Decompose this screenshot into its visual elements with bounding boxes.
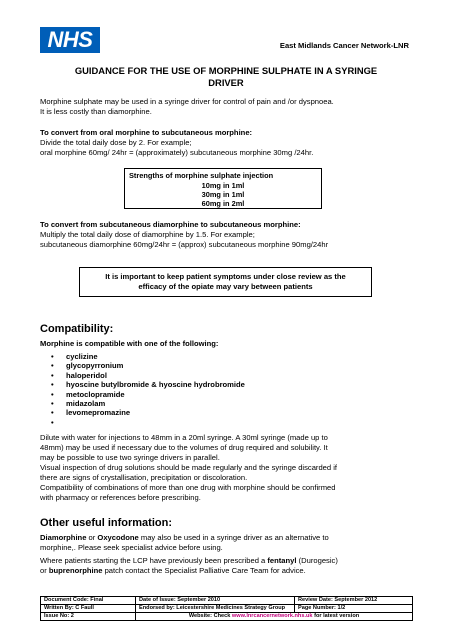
endorsed-by: Endorsed by: Leicestershire Medicines Strategy Group <box>136 605 295 613</box>
other-para-1-line-1 <box>40 533 412 543</box>
dilution-line-1: Dilute with water for injections to 48mm in a 20ml syringe. A 30ml syringe (made up to <box>40 433 328 442</box>
written-by: Written By: C Faull <box>41 605 136 613</box>
review-date: Review Date: September 2012 <box>295 597 413 605</box>
website-suffix: for latest version <box>312 613 360 619</box>
issue-no: Issue No: 2 <box>41 613 136 621</box>
strengths-heading: Strengths of morphine sulphate injection <box>129 171 274 180</box>
text-span: or <box>40 566 49 575</box>
page-title <box>40 65 412 89</box>
text-span: may also be used in a syringe driver as an alternative to <box>138 533 329 542</box>
compatibility-intro: Morphine is compatible with one of the following: <box>40 339 219 348</box>
list-item <box>40 380 245 389</box>
intro-line-1: Morphine sulphate may be used in a syringe driver for control of pain and /or dyspnoea. <box>40 97 334 106</box>
list-item <box>40 390 245 399</box>
strength-item: 10mg in 1ml <box>201 181 245 190</box>
bullet-icon: • <box>51 361 54 371</box>
strengths-box <box>124 168 322 209</box>
drug-name: Oxycodone <box>97 533 139 542</box>
intro-line-2: It is less costly than diamorphine. <box>40 107 152 116</box>
bullet-icon: • <box>51 380 54 390</box>
diamorphine-line-2: subcutaneous diamorphine 60mg/24hr = (approx) subcutaneous morphine 90mg/24hr <box>40 240 329 249</box>
title-line-1: GUIDANCE FOR THE USE OF MORPHINE SULPHATE IN A SYRINGE <box>74 65 378 76</box>
page-number: Page Number: 1/2 <box>295 605 413 613</box>
document-footer <box>40 596 413 621</box>
combination-line-1: Compatibility of combinations of more than one drug with morphine should be confirmed <box>40 483 336 492</box>
website-label: Website: Check <box>188 613 232 619</box>
network-name: East Midlands Cancer Network-LNR <box>279 41 409 50</box>
drug-name: metoclopramide <box>66 389 125 399</box>
drug-name: haloperidol <box>66 370 107 380</box>
bullet-icon: • <box>51 352 54 361</box>
drug-list <box>40 352 245 427</box>
list-item <box>40 361 245 370</box>
other-para-2-line-2 <box>40 566 412 576</box>
doc-code: Document Code: Final <box>41 597 136 605</box>
text-span: or <box>86 533 98 542</box>
other-para-2-line-1 <box>40 556 412 566</box>
diamorphine-line-1: Multiply the total daily dose of diamorphine by 1.5. For example; <box>40 230 255 239</box>
list-item <box>40 352 245 361</box>
text-span: (Durogesic) <box>296 556 338 565</box>
bullet-icon: • <box>51 408 54 418</box>
strength-item: 60mg in 2ml <box>201 199 245 208</box>
warning-line-1: It is important to keep patient symptoms under close review as the <box>105 272 346 281</box>
oral-heading: To convert from oral morphine to subcutaneous morphine: <box>40 128 253 137</box>
text-span: Where patients starting the LCP have previously been prescribed a <box>40 556 268 565</box>
drug-name: glycopyrronium <box>66 361 124 371</box>
combination-line-2: with pharmacy or references before prescribing. <box>40 493 201 502</box>
drug-name: midazolam <box>66 398 106 408</box>
website-cell <box>136 613 413 621</box>
drug-name: cyclizine <box>66 352 98 361</box>
website-link[interactable]: www.lnrcancernetwork.nhs.uk <box>231 613 313 619</box>
drug-name: levomepromazine <box>66 408 131 418</box>
list-item <box>40 371 245 380</box>
bullet-icon: • <box>51 398 54 408</box>
date-of-issue: Date of Issue: September 2010 <box>136 597 295 605</box>
compatibility-heading: Compatibility: <box>40 323 114 335</box>
drug-name: buprenorphine <box>48 566 103 575</box>
nhs-logo: NHS <box>40 27 100 53</box>
inspection-line-2: there are signs of crystallisation, precipitation or discoloration. <box>40 473 248 482</box>
list-item <box>40 399 245 408</box>
oral-line-2: oral morphine 60mg/ 24hr = (approximately) subcutaneous morphine 30mg /24hr. <box>40 148 314 157</box>
text-span: patch contact the Specialist Palliative Care Team for advice. <box>102 566 306 575</box>
strength-item: 30mg in 1ml <box>201 190 245 199</box>
bullet-icon: • <box>51 389 54 399</box>
dilution-line-2: 48mm) may be used if necessary due to the volumes of drug required and solubility. It <box>40 443 328 452</box>
oral-line-1: Divide the total daily dose by 2. For example; <box>40 138 192 147</box>
dilution-line-3: may be possible to use two syringe drivers in parallel. <box>40 453 220 462</box>
list-item <box>40 408 245 417</box>
warning-box <box>79 267 372 297</box>
inspection-line-1: Visual inspection of drug solutions should be made regularly and the syringe discarded if <box>40 463 338 472</box>
drug-name: fentanyl <box>267 556 297 565</box>
title-line-2: DRIVER <box>208 77 244 88</box>
list-item <box>40 418 245 427</box>
diamorphine-heading: To convert from subcutaneous diamorphine to subcutaneous morphine: <box>40 220 301 229</box>
drug-name: hyoscine butylbromide & hyoscine hydrobromide <box>66 380 245 390</box>
drug-name: Diamorphine <box>40 533 87 542</box>
other-para-1-line-2: morphine,. Please seek specialist advice before using. <box>40 543 223 552</box>
warning-line-2: efficacy of the opiate may vary between patients <box>138 281 313 291</box>
bullet-icon: • <box>51 417 54 427</box>
bullet-icon: • <box>51 370 54 380</box>
other-info-heading: Other useful information: <box>40 517 172 529</box>
